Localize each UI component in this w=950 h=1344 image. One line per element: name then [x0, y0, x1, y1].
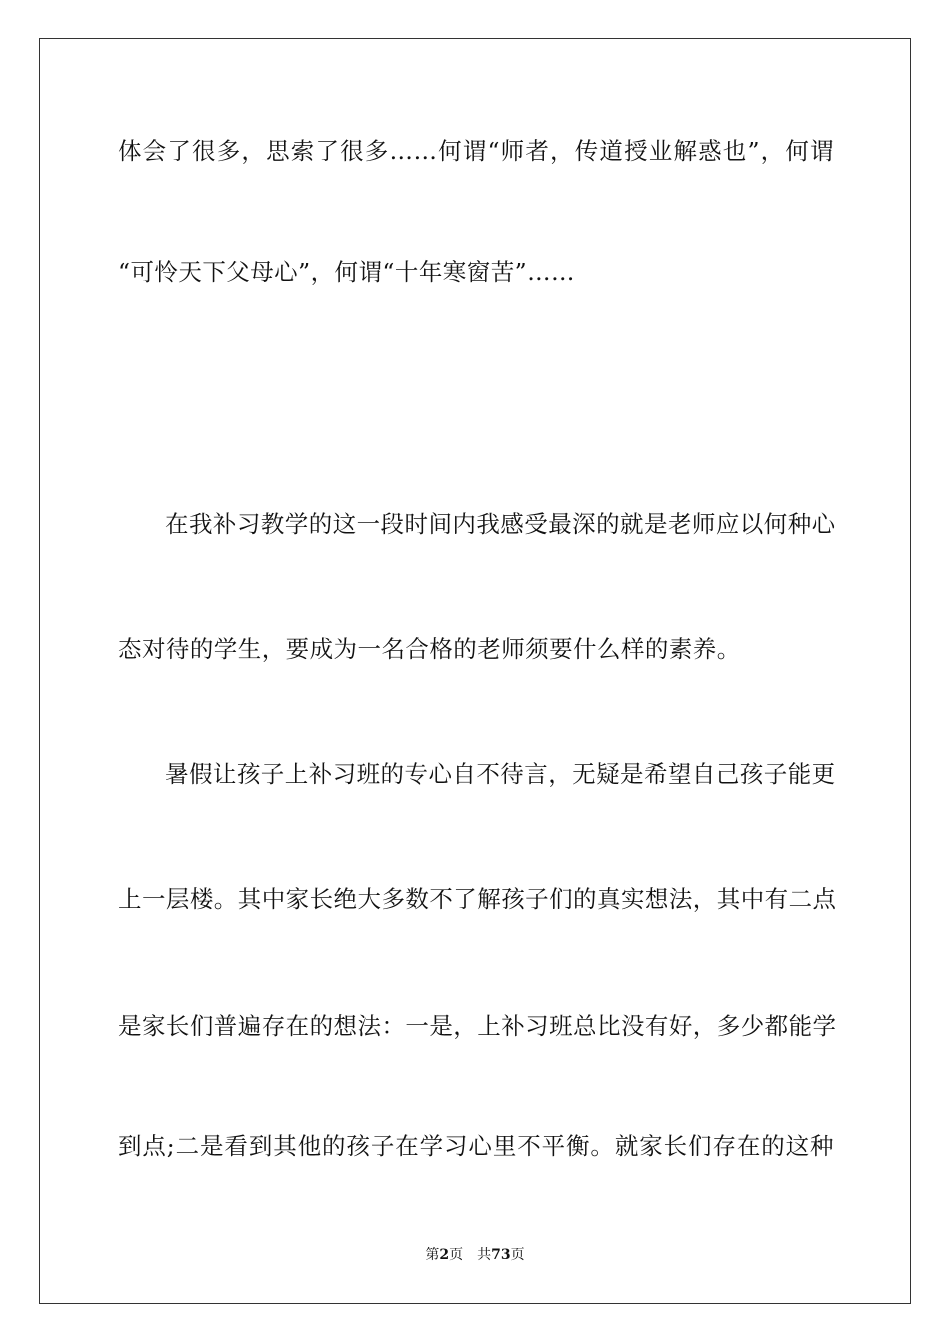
- body-line-1: 体会了很多，思索了很多……何谓“师者，传道授业解惑也”，何谓: [118, 137, 834, 165]
- total-pages: 73: [491, 1247, 511, 1263]
- total-prefix: 共: [477, 1247, 492, 1263]
- body-line-6: 上一层楼。其中家长绝大多数不了解孩子们的真实想法，其中有二点: [118, 885, 837, 913]
- body-line-4: 态对待的学生，要成为一名合格的老师须要什么样的素养。: [118, 635, 741, 663]
- page-border: [39, 38, 911, 1304]
- page-prefix: 第: [425, 1247, 440, 1263]
- body-line-5: 暑假让孩子上补习班的专心自不待言，无疑是希望自己孩子能更: [165, 760, 836, 788]
- page-footer: [0, 1246, 950, 1264]
- page-number: 2: [439, 1247, 450, 1263]
- body-line-8: 到点;二是看到其他的孩子在学习心里不平衡。就家长们存在的这种: [118, 1132, 834, 1160]
- body-line-2: “可怜天下父母心”，何谓“十年寒窗苦”……: [118, 258, 576, 286]
- body-line-7: 是家长们普遍存在的想法：一是，上补习班总比没有好，多少都能学: [118, 1012, 837, 1040]
- body-line-3: 在我补习教学的这一段时间内我感受最深的就是老师应以何种心: [165, 510, 836, 538]
- total-suffix: 页: [510, 1247, 525, 1263]
- page-suffix: 页: [449, 1247, 464, 1263]
